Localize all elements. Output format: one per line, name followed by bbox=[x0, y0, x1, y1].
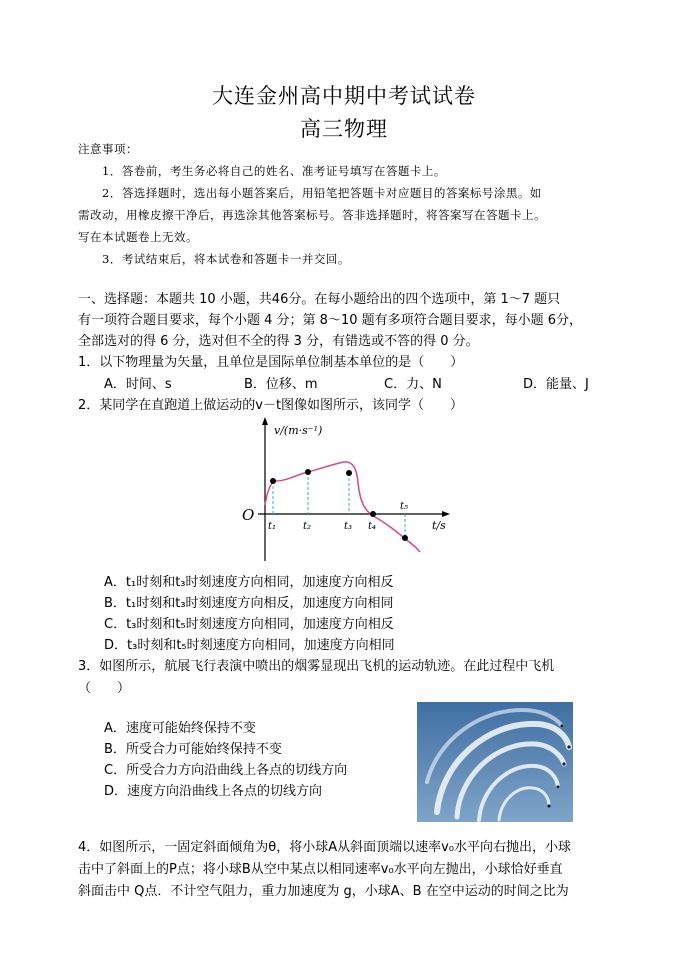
q3-stem: 3．如图所示，航展飞行表演中喷出的烟雾显现出飞机的运动轨迹。在此过程中飞机 bbox=[78, 659, 555, 674]
plane-5 bbox=[560, 724, 563, 727]
q2-option-a: A．t₁时刻和t₃时刻速度方向相同，加速度方向相反 bbox=[104, 575, 394, 590]
exam-title: 大连金州高中期中考试试卷 bbox=[212, 84, 476, 108]
q1-stem: 1．以下物理量为矢量，且单位是国际单位制基本单位的是（ ） bbox=[78, 355, 464, 370]
plane-4 bbox=[547, 804, 550, 807]
notice-item-2: 2．答选择题时，选出每小题答案后，用铅笔把答题卡对应题目的答案标号涂黑。如 bbox=[102, 186, 542, 200]
notice-item-1: 1．答卷前，考生务必将自己的姓名、准考证号填写在答题卡上。 bbox=[102, 164, 446, 178]
y-axis-label: v/(m·s⁻¹) bbox=[274, 424, 323, 437]
tick-t4: t₄ bbox=[368, 521, 377, 532]
q3-option-a: A．速度可能始终保持不变 bbox=[104, 721, 256, 736]
q3-option-c: C．所受合力方向沿曲线上各点的切线方向 bbox=[104, 763, 348, 778]
x-axis-arrow bbox=[442, 511, 450, 517]
notice-item-2-end: 写在本试题卷上无效。 bbox=[78, 230, 198, 244]
notice-item-3: 3．考试结束后，将本试卷和答题卡一并交回。 bbox=[102, 252, 350, 266]
section1-line-2: 有一项符合题目要求，每个小题 4 分；第 8～10 题有多项符合题目要求，每小题 6分， bbox=[78, 313, 583, 328]
notice-heading: 注意事项： bbox=[78, 142, 138, 156]
x-axis-label: t/s bbox=[432, 519, 446, 532]
point-t4 bbox=[370, 511, 376, 517]
q1-option-b: B．位移、m bbox=[244, 377, 318, 392]
q1-option-d: D．能量、J bbox=[523, 377, 589, 392]
q4-line-3: 斜面击中 Q点．不计空气阻力，重力加速度为 g，小球A、B 在空中运动的时间之比为 bbox=[78, 884, 569, 899]
q2-stem: 2．某同学在直跑道上做运动的v－t图像如图所示，该同学（ ） bbox=[78, 398, 464, 413]
q3-option-b: B．所受合力可能始终保持不变 bbox=[104, 742, 282, 757]
point-t1 bbox=[270, 478, 276, 484]
origin-label: O bbox=[242, 506, 255, 524]
q3-stem-blank: （ ） bbox=[78, 681, 131, 696]
notice-item-2-cont: 需改动，用橡皮擦干净后，再选涂其他答案标号。答非选择题时，将答案写在答题卡上。 bbox=[78, 208, 546, 222]
plane-3 bbox=[556, 785, 559, 788]
section1-line-3: 全部选对的得 6 分，选对但不全的得 3 分，有错选或不答的得 0 分。 bbox=[78, 334, 479, 349]
tick-t5: t₅ bbox=[400, 501, 409, 512]
point-t3 bbox=[346, 470, 352, 476]
plane-1 bbox=[567, 745, 570, 748]
q2-option-b: B．t₁时刻和t₃时刻速度方向相反，加速度方向相同 bbox=[104, 596, 394, 611]
q1-option-a: A．时间、s bbox=[104, 377, 172, 392]
tick-t2: t₂ bbox=[303, 521, 312, 532]
q1-option-c: C．力、N bbox=[384, 377, 442, 392]
tick-t1: t₁ bbox=[268, 521, 277, 532]
exam-subtitle: 高三物理 bbox=[300, 117, 388, 141]
airshow-photo bbox=[417, 702, 573, 822]
q2-option-c: C．t₃时刻和t₅时刻速度方向相同，加速度方向相反 bbox=[104, 617, 394, 632]
q2-vt-graph bbox=[238, 413, 458, 565]
q4-line-2: 击中了斜面上的P点；将小球B从空中某点以相同速率v₀水平向左抛出，小球恰好垂直 bbox=[78, 862, 563, 877]
point-t5 bbox=[402, 535, 408, 541]
velocity-curve bbox=[265, 462, 420, 552]
plane-2 bbox=[562, 762, 565, 765]
tick-t3: t₃ bbox=[344, 521, 353, 532]
q4-line-1: 4．如图所示，一固定斜面倾角为θ，将小球A从斜面顶端以速率v₀水平向右抛出，小球 bbox=[78, 840, 572, 855]
y-axis-arrow bbox=[262, 417, 268, 425]
point-t2 bbox=[305, 469, 311, 475]
q3-option-d: D．速度方向沿曲线上各点的切线方向 bbox=[104, 784, 323, 799]
q2-option-d: D．t₃时刻和t₅时刻速度方向相同，加速度方向相同 bbox=[104, 638, 395, 653]
section1-line-1: 一、选择题：本题共 10 小题，共46分。在每小题给出的四个选项中，第 1～7 题只 bbox=[78, 292, 561, 307]
